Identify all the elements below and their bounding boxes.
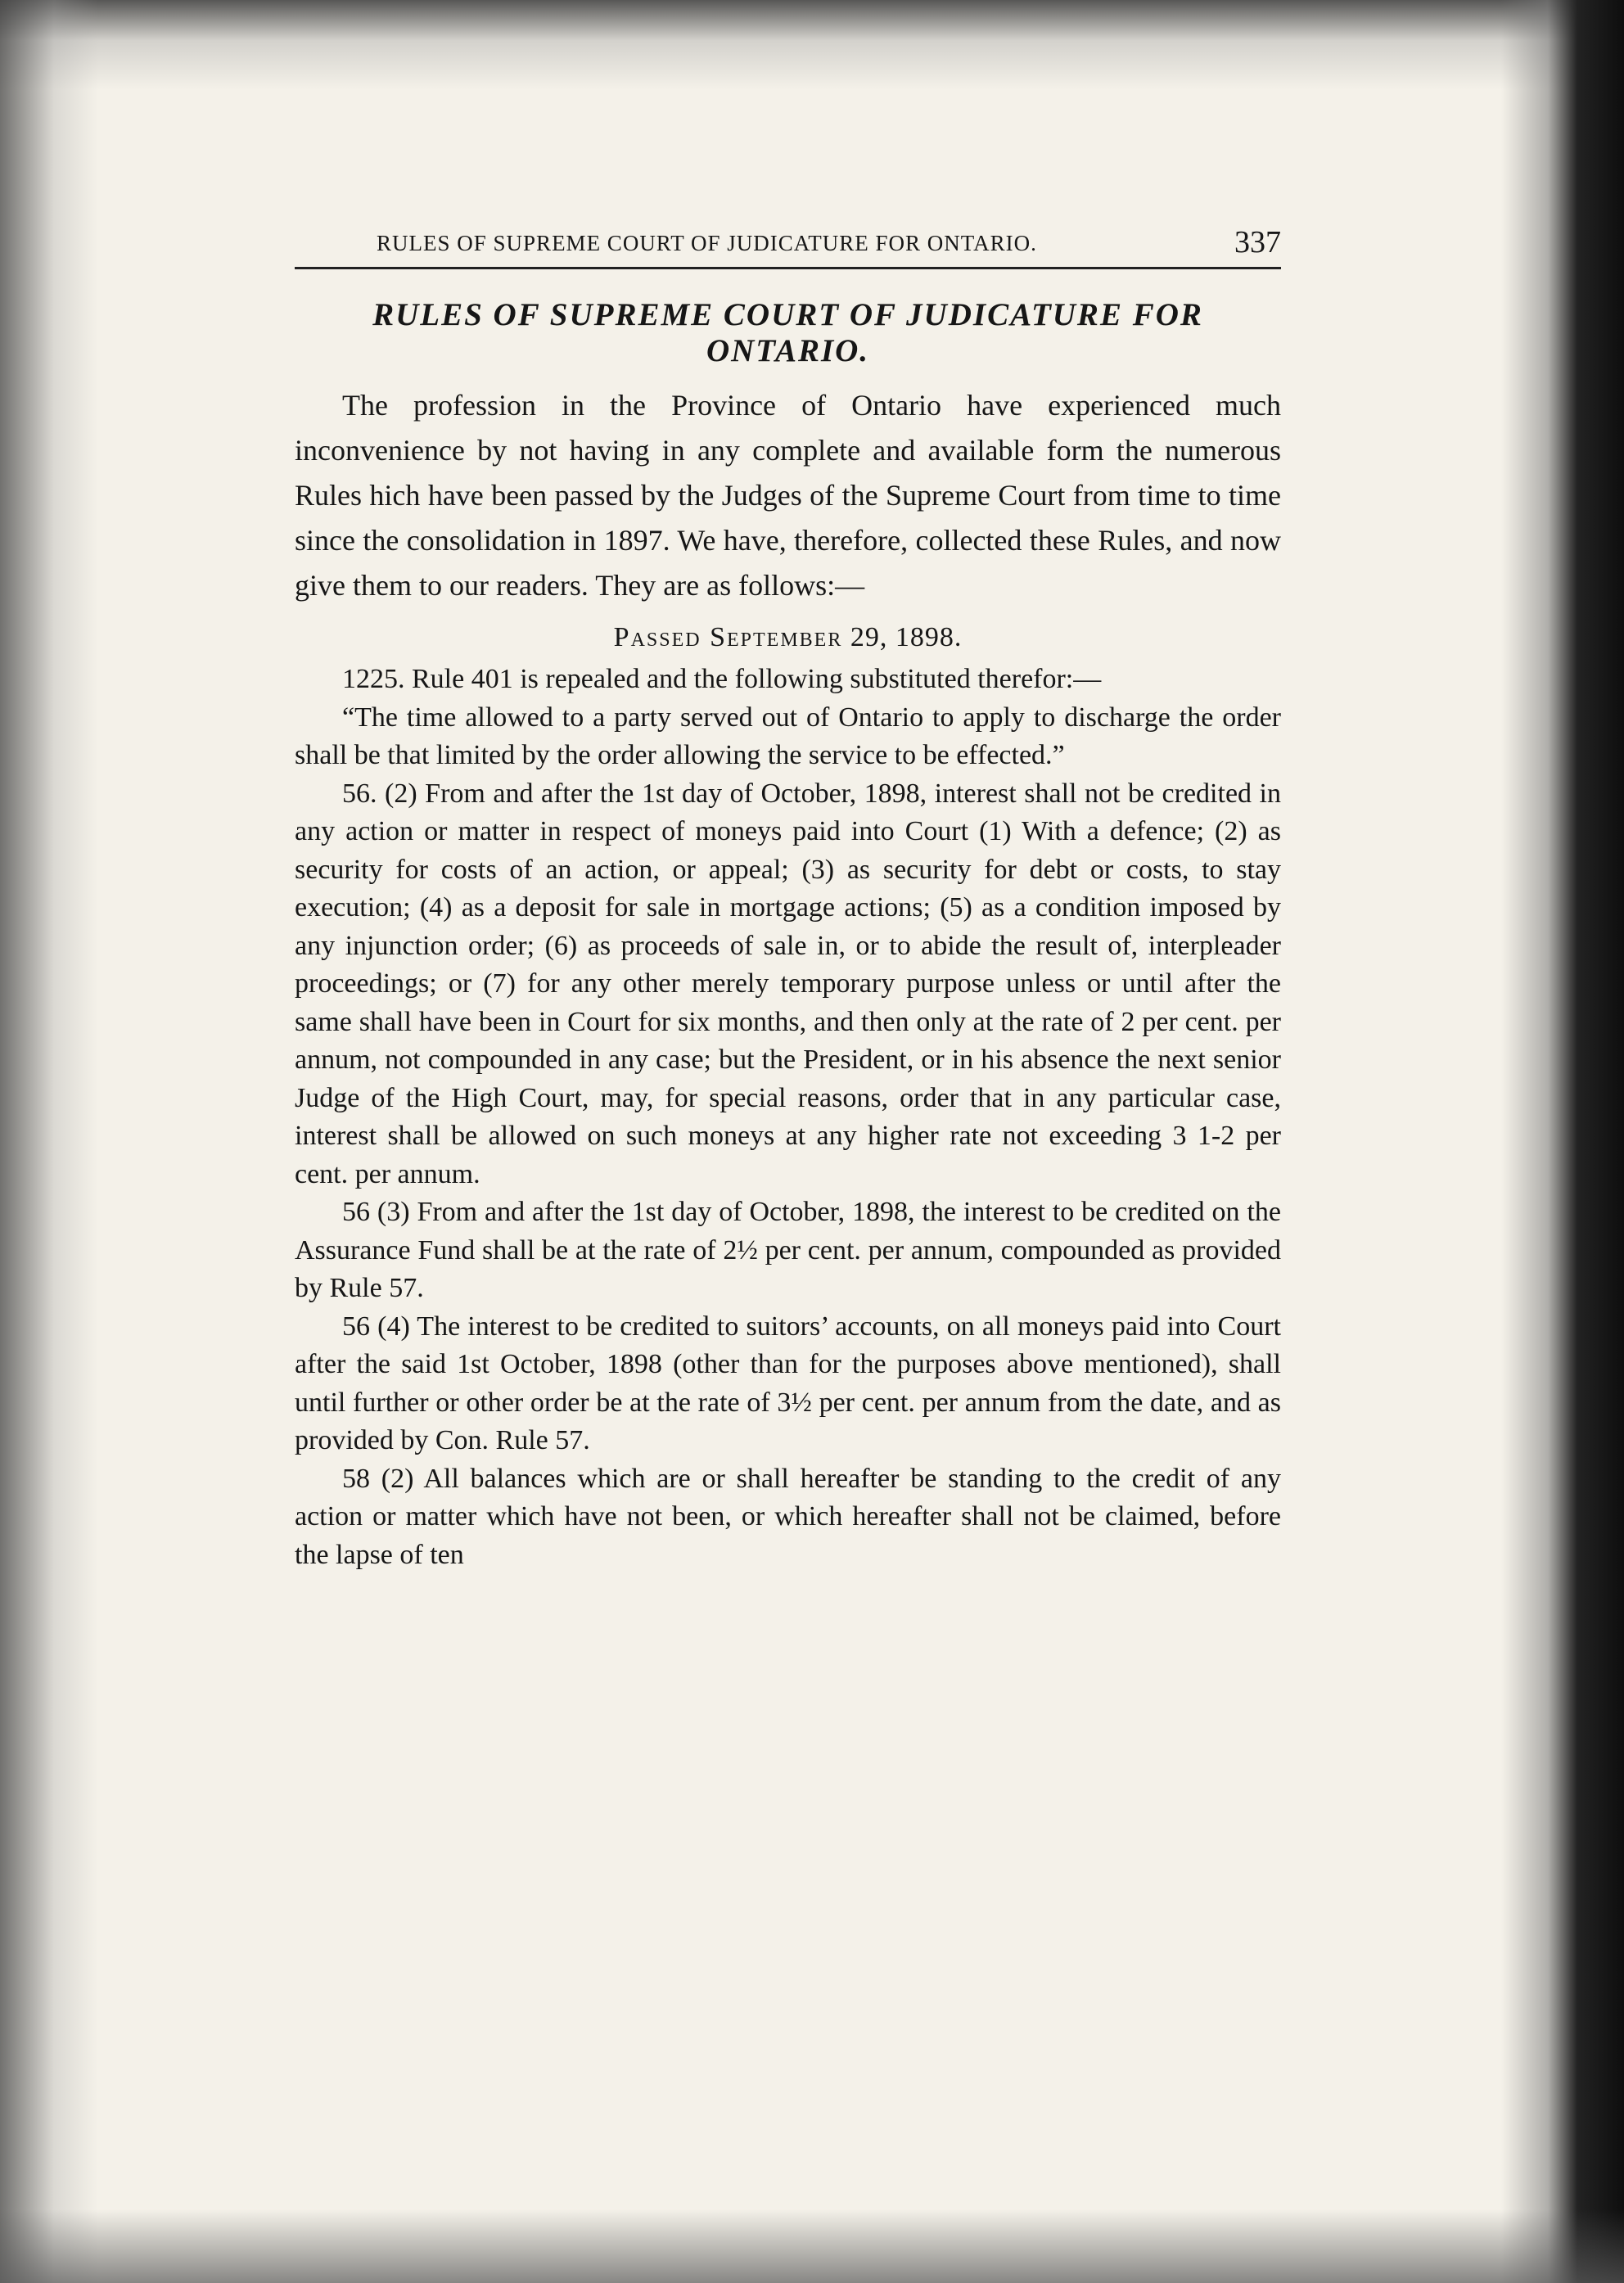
article-title-line-2: ONTARIO. (706, 332, 870, 368)
page-number: 337 (1234, 225, 1281, 259)
rule-paragraph: 56 (4) The interest to be credited to suitors’ accounts, on all moneys paid into Court after the said 1st October, 1898 (other than for the purposes above mentioned), shall until further or other order be at the rate of 3½ per cent. per annum from the date, and as provided by Con. Rule 57. (295, 1311, 1281, 1456)
page-content (295, 221, 1281, 1574)
rule-paragraph: 58 (2) All balances which are or shall hereafter be standing to the credit of any action or matter which have not been, or which hereafter shall not be claimed, before the lapse of ten (295, 1463, 1281, 1570)
rule-paragraph: 1225. Rule 401 is repealed and the following substituted therefor:— (342, 664, 1102, 695)
running-head-title: RULES OF SUPREME COURT OF JUDICATURE FOR ONTARIO. (377, 231, 1037, 255)
rule-paragraph: 56 (3) From and after the 1st day of October, 1898, the interest to be credited on the Assurance Fund shall be at the rate of 2½ per cent. per annum, compounded as provided by Rule 57. (295, 1197, 1281, 1304)
rule-paragraph: 56. (2) From and after the 1st day of October, 1898, interest shall not be credited in any action or matter in respect of moneys paid into Court (1) With a defence; (2) as security for costs of an action, or appeal; (3) as security for debt or costs, to stay execution; (4) as a deposit for sale in mortgage actions; (5) as a condition imposed by any injunction order; (6) as proceeds of sale in, or to abide the result of, interpleader proceedings; or (7) for any other merely temporary purpose unless or until after the same shall have been in Court for six months, and then only at the rate of 2 per cent. per annum, not compounded in any case; but the President, or in his absence the next senior Judge of the High Court, may, for special reasons, order that in any particular case, interest shall be allowed on such moneys at any higher rate not exceeding 3 1-2 per cent. per annum. (295, 778, 1281, 1189)
article-title (295, 297, 1281, 368)
scan-shadow-bottom (0, 2209, 1624, 2283)
intro-paragraph: The profession in the Province of Ontario have experienced much inconvenience by not having in any complete and available form the numerous Rules hich have been passed by the Judges of the Supreme Court from time to time since the consolidation in 1897. We have, therefore, collected these Rules, and now give them to our readers. They are as follows:— (295, 389, 1281, 602)
date-heading-date: 29, 1898. (850, 622, 963, 653)
rule-paragraph: “The time allowed to a party served out of Ontario to apply to discharge the order shall be that limited by the order allowing the service to be effected.” (295, 702, 1281, 771)
article-title-line-1: RULES OF SUPREME COURT OF JUDICATURE FOR (372, 297, 1203, 332)
scan-shadow-right (1501, 0, 1624, 2283)
rules-list (295, 661, 1281, 1574)
scan-shadow-top (0, 0, 1624, 90)
date-heading-prefix: Passed September (613, 622, 843, 653)
intro-section (295, 383, 1281, 608)
date-heading (295, 620, 1281, 656)
running-head (295, 221, 1281, 269)
scan-shadow-left (0, 0, 98, 2283)
